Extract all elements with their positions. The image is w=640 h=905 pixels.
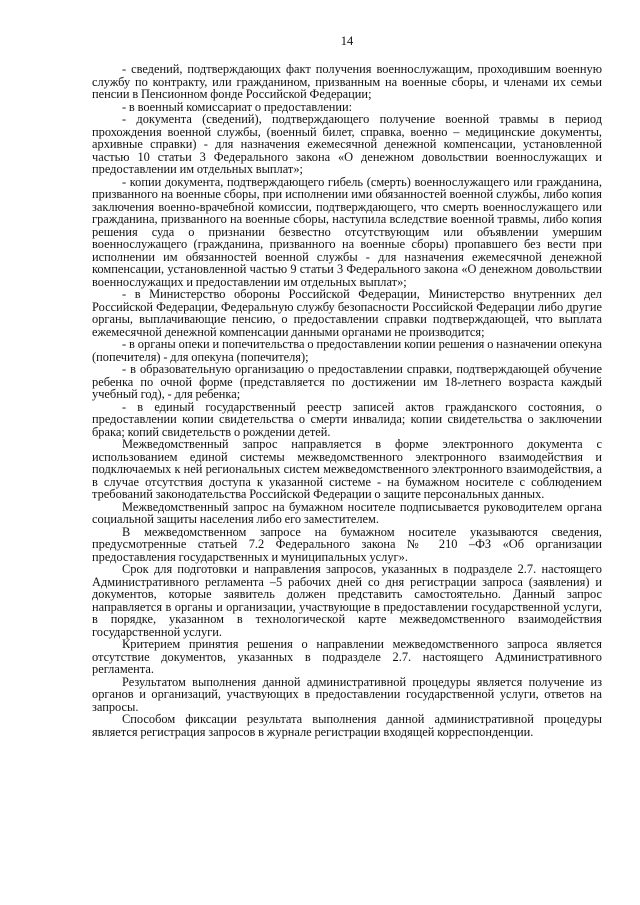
paragraph: - в Министерство обороны Российской Федерации, Министерство внутренних дел Российской Федерации, Федеральную службу безопасности Российской Федерации либо другие органы, выплачивающие пенсию, о предоставлении справки подтверждающей, что выплата ежемесячной денежной компенсации данными органами не производится; [92, 287, 602, 339]
paragraph: Межведомственный запрос на бумажном носителе подписывается руководителем органа социальной защиты населения либо его заместителем. [92, 499, 602, 526]
paragraph: - в органы опеки и попечительства о предоставлении копии решения о назначении опекуна (попечителя) - для опекуна (попечителя); [92, 337, 602, 364]
paragraph: Способом фиксации результата выполнения данной административной процедуры является регистрация запросов в журнале регистрации входящей корреспонденции. [92, 712, 602, 739]
paragraph: Межведомственный запрос направляется в форме электронного документа с использованием единой системы межведомственного электронного взаимодействия и подключаемых к ней региональных систем межведомственного электронного взаимодействия, а в случае отсутствия доступа к указанной системе - на бумажном носителе с соблюдением требований законодательства Российской Федерации о защите персональных данных. [92, 437, 602, 501]
paragraph: - сведений, подтверждающих факт получения военнослужащим, проходившим военную службу по контракту, или гражданином, призванным на военные сборы, и членами их семьи пенсии в Пенсионном фонде Российской Федерации; [92, 62, 602, 101]
paragraph: - копии документа, подтверждающего гибель (смерть) военнослужащего или гражданина, призванного на военные сборы, при исполнении ими обязанностей военной службы, либо копия заключения военно-врачебной комиссии, подтверждающего, что смерть военнослужащего или гражданина, призванного на военные сборы, наступила вследствие военной травмы, либо копия решения суда о признании безвестно отсутствующим или объявлении умершим военнослужащего (гражданина, призванного на военные сборы) пропавшего без вести при исполнении им обязанностей военной службы - для назначения ежемесячной денежной компенсации, установленной частью 9 статьи 3 Федерального закона «О денежном довольствии военнослужащих и предоставлении им отдельных выплат»; [92, 174, 602, 289]
paragraph: Результатом выполнения данной административной процедуры является получение из органов и организаций, участвующих в предоставлении государственной услуги, ответов на запросы. [92, 674, 602, 714]
paragraph: - в военный комиссариат о предоставлении: [122, 99, 353, 114]
paragraph: Срок для подготовки и направления запросов, указанных в подразделе 2.7. настоящего Административного регламента –5 рабочих дней со дня регистрации запроса (заявления) и документов, которые заявитель должен представить самостоятельно. Данный запрос направляется в органы и организации, участвующие в предоставлении государственной услуги, в порядке, указанном в технологической карте межведомственного взаимодействия государственной услуги. [92, 562, 602, 639]
paragraph: - документа (сведений), подтверждающего получение военной травмы в период прохождения военной службы, (военный билет, справка, военно – медицинские документы, архивные справки) - для назначения ежемесячной денежной компенсации, установленной частью 10 статьи 3 Федерального закона «О денежном довольствии военнослужащих и предоставлении им отдельных выплат»; [92, 112, 602, 176]
body-text [92, 63, 602, 738]
paragraph: - в образовательную организацию о предоставлении справки, подтверждающей обучение ребенка по очной форме (представляется по достижении им 18-летнего возраста каждый учебный год), - для ребенка; [92, 362, 602, 401]
page-number: 14 [340, 34, 354, 48]
paragraph: Критерием принятия решения о направлении межведомственного запроса является отсутствие документов, указанных в подразделе 2.7. настоящего Административного регламента. [92, 637, 602, 676]
paragraph: - в единый государственный реестр записей актов гражданского состояния, о предоставлении копии свидетельства о смерти инвалида; копии свидетельства о заключении брака; копий свидетельств о рождении детей. [92, 399, 602, 439]
paragraph: В межведомственном запросе на бумажном носителе указываются сведения, предусмотренные статьей 7.2 Федерального закона № 210 –ФЗ «Об организации предоставления государственных и муниципальных услуг». [92, 524, 602, 564]
